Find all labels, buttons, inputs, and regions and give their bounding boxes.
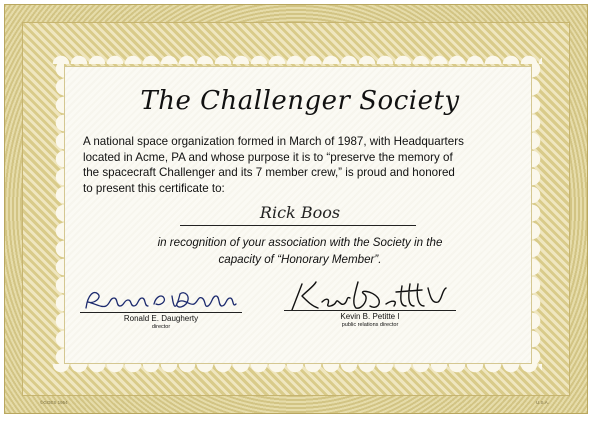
intro-line: the spacecraft Challenger and its 7 member crew,” is proud and honored bbox=[83, 166, 455, 179]
footer-country: U.S.A. bbox=[536, 400, 550, 405]
signer-title: director bbox=[151, 324, 171, 330]
scallop-border-bottom bbox=[52, 364, 542, 384]
signature-line bbox=[80, 312, 242, 313]
recognition-line: in recognition of your association with the Society in the bbox=[157, 236, 443, 249]
recognition-line: capacity of “Honorary Member”. bbox=[218, 253, 382, 266]
signer-name: Kevin B. Petitte I bbox=[340, 312, 400, 321]
intro-line: to present this certificate to: bbox=[83, 181, 225, 195]
certificate-intro bbox=[83, 134, 519, 196]
scallop-border-top bbox=[52, 44, 542, 64]
signature-daugherty bbox=[80, 284, 242, 314]
signer-name: Ronald E. Daugherty bbox=[123, 314, 199, 323]
signature-block-director bbox=[80, 284, 242, 334]
intro-line: located in Acme, PA and whose purpose it is to “preserve the memory of bbox=[83, 150, 453, 164]
certificate-title: The Challenger Society bbox=[140, 86, 460, 116]
signature-block-pr-director bbox=[282, 276, 458, 334]
intro-line: A national space organization formed in March of 1987, with Headquarters bbox=[83, 135, 464, 148]
footer-copyright: ©GOES 1954 bbox=[40, 400, 68, 405]
recipient-underline bbox=[180, 225, 416, 226]
signature-line bbox=[284, 310, 456, 311]
signer-title: public relations director bbox=[341, 322, 399, 328]
recipient-name: Rick Boos bbox=[259, 203, 341, 222]
recognition-text bbox=[100, 234, 500, 268]
signature-petitte bbox=[282, 276, 458, 314]
